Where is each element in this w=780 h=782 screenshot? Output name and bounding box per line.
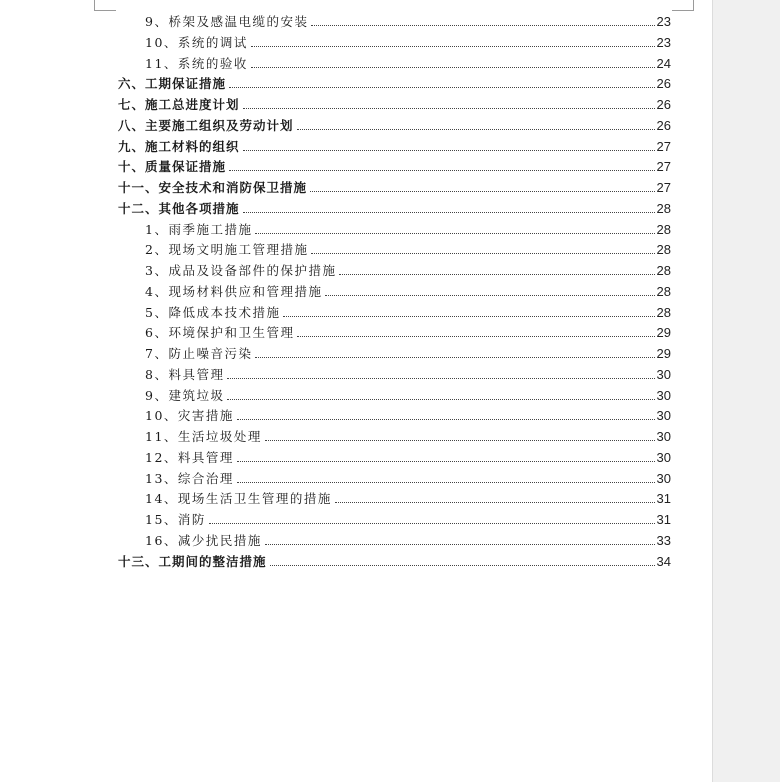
toc-page-number: 30 [656, 366, 671, 382]
toc-dot-leader [227, 377, 654, 379]
toc-dot-leader [270, 564, 655, 566]
toc-dot-leader [283, 315, 654, 317]
toc-dot-leader [311, 252, 654, 254]
toc-entry-title: 5、降低成本技术措施 [145, 304, 281, 320]
toc-entry-title: 2、现场文明施工管理措施 [145, 242, 309, 258]
crop-mark-left-vertical [94, 0, 95, 10]
toc-entry-title: 十三、工期间的整洁措施 [118, 553, 267, 569]
window-background [712, 0, 780, 782]
toc-section-entry[interactable] [145, 280, 671, 300]
toc-section-entry[interactable] [145, 384, 671, 404]
toc-dot-leader [227, 398, 654, 400]
toc-page-number: 29 [656, 325, 671, 341]
toc-entry-title: 八、主要施工组织及劳动计划 [118, 117, 294, 133]
toc-page-number: 30 [656, 470, 671, 486]
toc-dot-leader [243, 107, 655, 109]
toc-entry-title: 4、现场材料供应和管理措施 [145, 283, 323, 299]
toc-dot-leader [339, 273, 654, 275]
crop-mark-left-horizontal [94, 10, 116, 11]
toc-page-number: 28 [656, 263, 671, 278]
toc-section-entry[interactable] [145, 425, 671, 445]
toc-page-number: 28 [656, 242, 671, 258]
toc-entry-title: 1、雨季施工措施 [145, 221, 253, 237]
toc-section-entry[interactable] [145, 52, 671, 72]
toc-page-number: 26 [656, 76, 671, 92]
toc-page-number: 28 [656, 304, 671, 320]
toc-section-entry[interactable] [145, 342, 671, 362]
toc-section-entry[interactable] [145, 363, 671, 383]
toc-dot-leader [325, 294, 654, 296]
toc-page-number: 30 [656, 449, 671, 465]
toc-page-number: 31 [656, 491, 671, 507]
toc-entry-title: 九、施工材料的组织 [118, 138, 240, 154]
toc-dot-leader [243, 211, 655, 213]
toc-dot-leader [243, 149, 655, 151]
toc-dot-leader [310, 190, 655, 192]
toc-entry-title: 9、建筑垃圾 [145, 387, 225, 403]
toc-page-number: 28 [656, 200, 671, 216]
toc-chapter-entry[interactable] [118, 114, 671, 134]
toc-entry-title: 8、料具管理 [145, 366, 225, 382]
toc-chapter-entry[interactable] [118, 197, 671, 217]
toc-section-entry[interactable] [145, 508, 671, 528]
toc-dot-leader [255, 232, 654, 234]
crop-mark-right-vertical [693, 0, 694, 10]
toc-entry-title: 11、系统的验收 [145, 55, 248, 71]
toc-page-number: 29 [656, 346, 671, 361]
toc-page-number: 23 [656, 34, 671, 50]
toc-entry-title: 13、综合治理 [145, 470, 234, 486]
toc-section-entry[interactable] [145, 218, 671, 238]
toc-entry-title: 7、防止噪音污染 [145, 346, 253, 361]
toc-entry-title: 14、现场生活卫生管理的措施 [145, 491, 332, 507]
toc-section-entry[interactable] [145, 259, 671, 279]
toc-page-number: 23 [656, 14, 671, 29]
toc-page-number: 27 [656, 138, 671, 154]
toc-section-entry[interactable] [145, 321, 671, 341]
toc-section-entry[interactable] [145, 529, 671, 549]
toc-section-entry[interactable] [145, 301, 671, 321]
toc-entry-title: 十、质量保证措施 [118, 159, 227, 175]
toc-entry-title: 10、系统的调试 [145, 34, 248, 50]
toc-chapter-entry[interactable] [118, 93, 671, 113]
toc-dot-leader [335, 501, 655, 503]
toc-page-number: 26 [656, 117, 671, 133]
toc-chapter-entry[interactable] [118, 155, 671, 175]
toc-chapter-entry[interactable] [118, 176, 671, 196]
toc-dot-leader [265, 439, 655, 441]
toc-page-number: 24 [656, 55, 671, 71]
toc-section-entry[interactable] [145, 446, 671, 466]
toc-section-entry[interactable] [145, 404, 671, 424]
toc-entry-title: 十一、安全技术和消防保卫措施 [118, 180, 308, 195]
toc-page-number: 30 [656, 387, 671, 403]
toc-dot-leader [265, 543, 655, 545]
toc-page-number: 30 [656, 429, 671, 444]
toc-entry-title: 15、消防 [145, 512, 206, 527]
toc-dot-leader [237, 481, 655, 483]
toc-dot-leader [229, 86, 655, 88]
toc-dot-leader [311, 24, 654, 26]
toc-page-number: 26 [656, 97, 671, 112]
toc-page-number: 28 [656, 283, 671, 299]
toc-page-number: 28 [656, 221, 671, 237]
toc-entry-title: 12、料具管理 [145, 449, 234, 465]
toc-page-number: 31 [656, 512, 671, 527]
toc-dot-leader [251, 45, 655, 47]
toc-dot-leader [237, 460, 655, 462]
toc-page-number: 33 [656, 532, 671, 548]
toc-entry-title: 3、成品及设备部件的保护措施 [145, 263, 337, 278]
toc-entry-title: 10、灾害措施 [145, 408, 234, 424]
toc-entry-title: 六、工期保证措施 [118, 76, 227, 92]
toc-chapter-entry[interactable] [118, 135, 671, 155]
toc-page-number: 27 [656, 159, 671, 175]
crop-mark-right-horizontal [672, 10, 694, 11]
toc-section-entry[interactable] [145, 31, 671, 51]
toc-page-number: 30 [656, 408, 671, 424]
toc-entry-title: 11、生活垃圾处理 [145, 429, 262, 444]
toc-entry-title: 9、桥架及感温电缆的安装 [145, 14, 309, 29]
toc-dot-leader [229, 169, 655, 171]
toc-dot-leader [297, 128, 655, 130]
toc-chapter-entry[interactable] [118, 72, 671, 92]
toc-dot-leader [297, 335, 654, 337]
toc-entry-title: 十二、其他各项措施 [118, 200, 240, 216]
toc-entry-title: 6、环境保护和卫生管理 [145, 325, 295, 341]
toc-dot-leader [237, 418, 655, 420]
toc-section-entry[interactable] [145, 487, 671, 507]
toc-dot-leader [251, 66, 655, 68]
toc-chapter-entry[interactable] [118, 550, 671, 570]
toc-section-entry[interactable] [145, 238, 671, 258]
toc-entry-title: 七、施工总进度计划 [118, 97, 240, 112]
toc-section-entry[interactable] [145, 467, 671, 487]
toc-dot-leader [255, 356, 654, 358]
toc-page-number: 34 [656, 553, 671, 569]
toc-section-entry[interactable] [145, 10, 671, 30]
toc-dot-leader [209, 522, 655, 524]
toc-page-number: 27 [656, 180, 671, 195]
toc-entry-title: 16、减少扰民措施 [145, 532, 262, 548]
